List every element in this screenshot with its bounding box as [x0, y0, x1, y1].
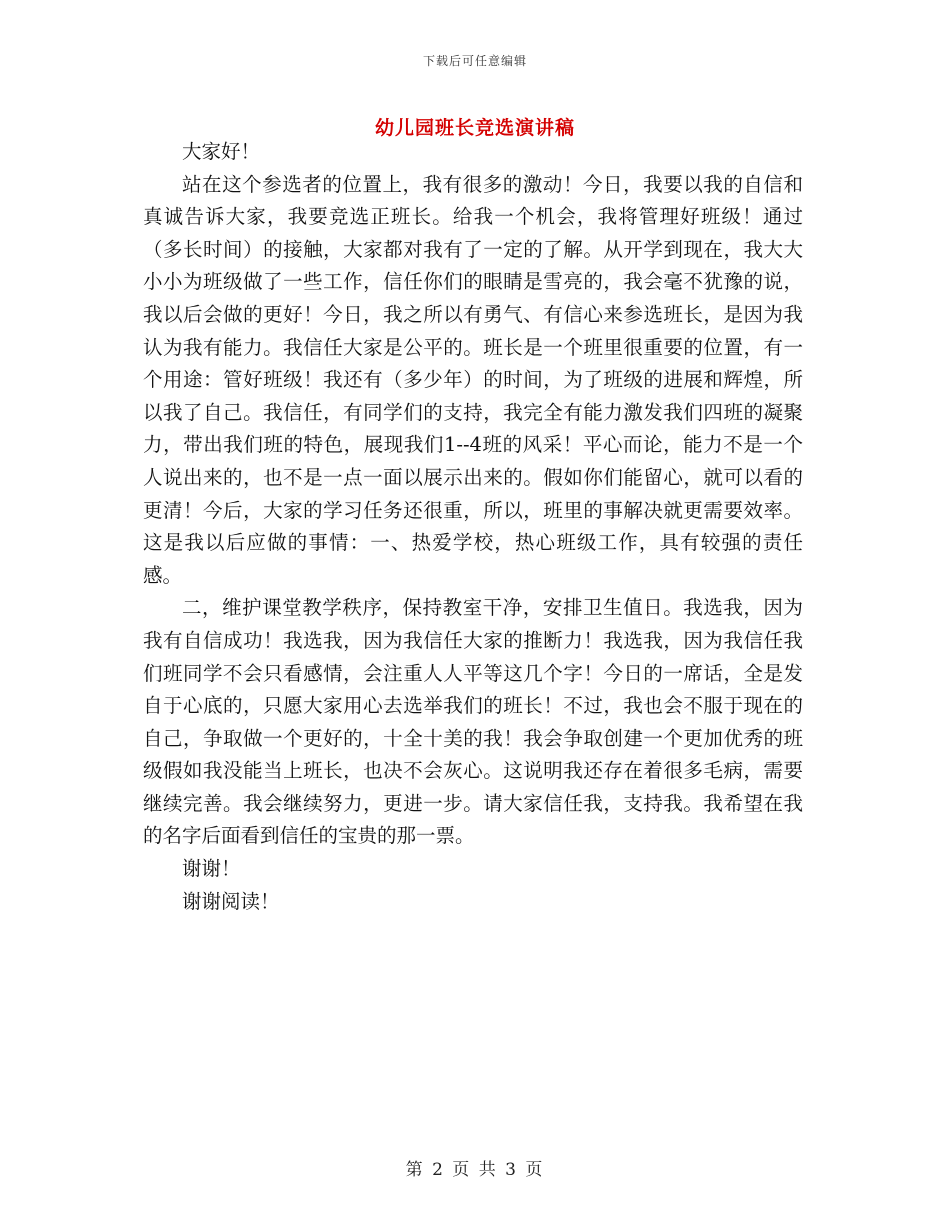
- document-title: 幼儿园班长竞选演讲稿: [374, 117, 575, 139]
- greeting-paragraph: 大家好！: [182, 140, 261, 163]
- thanks-reading-paragraph: 谢谢阅读！: [182, 889, 280, 913]
- thanks-paragraph: 谢谢！: [182, 857, 241, 881]
- page-number-footer: 第 2 页 共 3 页: [405, 1160, 545, 1180]
- speech-paragraph-2: 二，维护课堂教学秩序，保持教室干净，安排卫生值日。我选我，因为我有自信成功！我选我，因为我信任大家的推断力！我选我，因为我信任我们班同学不会只看感情，会注重人人平等这几个字！今日的一席话，全是发自于心底的，只愿大家用心去选举我们的班长！不过，我也会不服于现在的自己，争取做一个更好的，十全十美的我！我会争取创建一个更加优秀的班级假如我没能当上班长，也决不会灰心。这说明我还存在着很多毛病，需要继续完善。我会继续努力，更进一步。请大家信任我，支持我。我希望在我的名字后面看到信任的宝贵的那一票。: [143, 596, 803, 848]
- header-note: 下载后可任意编辑: [422, 54, 527, 68]
- speech-paragraph-1: 站在这个参选者的位置上，我有很多的激动！今日，我要以我的自信和真诚告诉大家，我要竞选正班长。给我一个机会，我将管理好班级！通过（多长时间）的接触，大家都对我有了一定的了解。从开学到现在，我大大小小为班级做了一些工作，信任你们的眼睛是雪亮的，我会毫不犹豫的说，我以后会做的更好！今日，我之所以有勇气、有信心来参选班长，是因为我认为我有能力。我信任大家是公平的。班长是一个班里很重要的位置，有一个用途：管好班级！我还有（多少年）的时间，为了班级的进展和辉煌，所以我了自己。我信任，有同学们的支持，我完全有能力激发我们四班的凝聚力，带出我们班的特色，展现我们1--4班的风采！平心而论，能力不是一个人说出来的，也不是一点一面以展示出来的。假如你们能留心，就可以看的更清！今后，大家的学习任务还很重，所以，班里的事解决就更需要效率。这是我以后应做的事情：一、热爱学校，热心班级工作，具有较强的责任感。: [143, 172, 803, 587]
- document-body: [143, 136, 803, 918]
